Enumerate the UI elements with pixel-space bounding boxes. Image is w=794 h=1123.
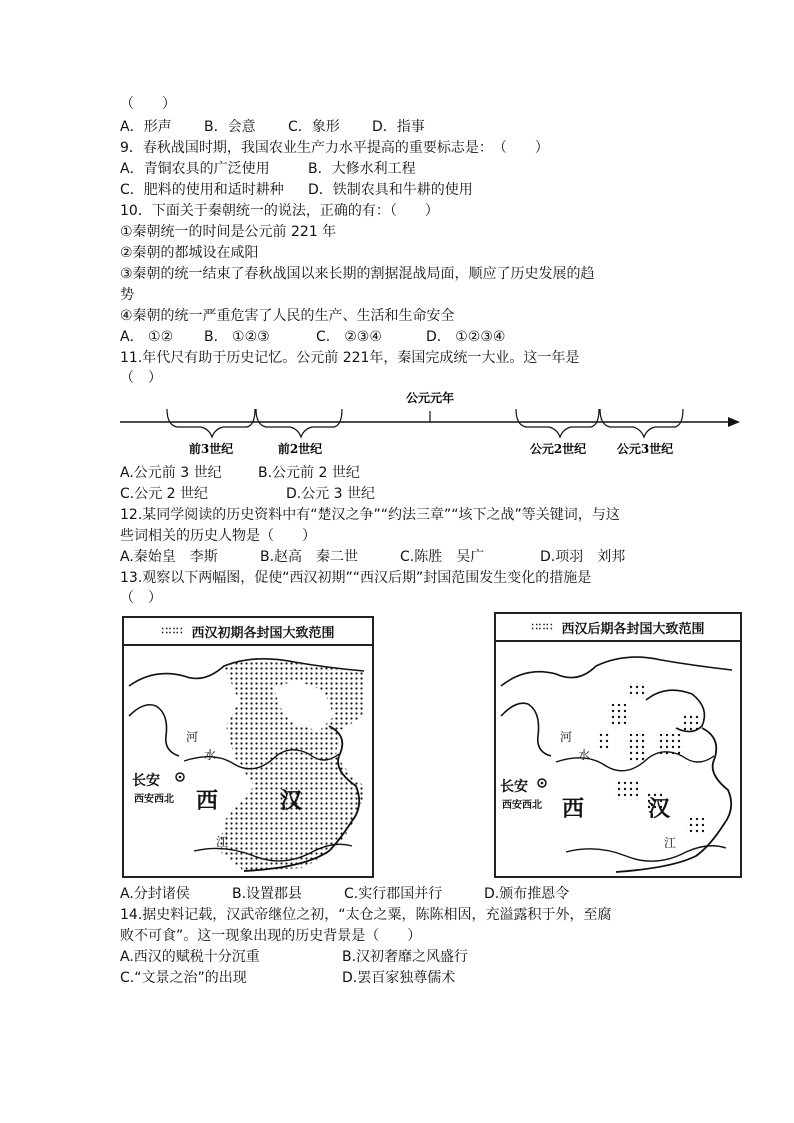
q13-option-d[interactable]: D.颁布推恩令 — [484, 886, 570, 902]
legend-dots-icon: ∷∷∷ — [161, 625, 184, 637]
map-late-kingdom-patch — [686, 818, 704, 834]
map-late-kingdom-patch — [608, 704, 628, 724]
q12-option-b[interactable]: B.赵高 秦二世 — [260, 549, 359, 565]
map-late-drawing — [496, 642, 740, 876]
q10-option-b[interactable]: B． ①②③ — [204, 329, 270, 345]
map-late-kingdom-patch — [596, 730, 610, 750]
map-early-drawing — [124, 646, 372, 876]
timeline — [115, 385, 745, 460]
map-late-capital-label: 长安 — [500, 779, 528, 795]
timeline-arrow-icon — [728, 417, 740, 427]
map-early-western-han — [122, 616, 374, 878]
map-title-late-text: 西汉后期各封国大致范围 — [561, 621, 705, 637]
q14-options-cd — [120, 968, 455, 988]
map-early-label-han: 汉 — [280, 788, 303, 814]
q11-option-d[interactable]: D.公元 3 世纪 — [286, 486, 376, 502]
q10-stem: 10．下面关于秦朝统一的说法，正确的有：（ ） — [120, 203, 439, 219]
map-title-early — [124, 618, 372, 646]
q10-option-a[interactable]: A． ①② — [120, 329, 174, 345]
map-late-kingdom-patch — [614, 780, 638, 800]
q14-option-d[interactable]: D.罢百家独尊儒术 — [342, 970, 456, 986]
map-early-west-coast — [129, 705, 179, 756]
q9-options-cd — [120, 180, 473, 200]
q11-stem: 11.年代尺有助于历史记忆。公元前 221年，秦国完成统一大业。这一年是 — [120, 350, 580, 366]
q13-options — [120, 884, 569, 904]
map-early-capital-sublabel: 西安西北 — [134, 794, 174, 805]
timeline-label-bc3: 前3世纪 — [188, 442, 234, 456]
map-late-north-border — [501, 657, 732, 686]
map-late-label-he: 河 — [560, 730, 573, 744]
map-late-capital-dot-icon — [541, 782, 544, 785]
q12-stem: 12.某同学阅读的历史资料中有“楚汉之争”“约法三章”“垓下之战”等关键词，与这 — [120, 507, 620, 523]
q8-option-b[interactable]: B．会意 — [204, 119, 256, 135]
map-late-label-han: 汉 — [648, 796, 671, 822]
q11-option-b[interactable]: B.公元前 2 世纪 — [258, 465, 360, 481]
legend-dots-icon: ∷∷∷ — [531, 621, 554, 633]
q10-statement-4: ④秦朝的统一严重危害了人民的生产、生活和生命安全 — [120, 308, 455, 324]
q12-option-d[interactable]: D.项羽 刘邦 — [540, 549, 626, 565]
q10-statement-3: ③秦朝的统一结束了春秋战国以来长期的割据混战局面，顺应了历史发展的趋 — [120, 266, 595, 282]
q14-option-b[interactable]: B.汉初奢靡之风盛行 — [342, 949, 469, 965]
map-late-capital-sublabel: 西安西北 — [502, 800, 542, 811]
map-late-river-jiang — [566, 846, 726, 861]
map-late-label-xi: 西 — [562, 796, 585, 822]
q9-options-ab — [120, 159, 416, 179]
q10-statement-2: ②秦朝的都城设在咸阳 — [120, 245, 259, 261]
q8-option-a[interactable]: A．形声 — [120, 119, 172, 135]
q14-options-ab — [120, 947, 468, 967]
map-early-label-he: 河 — [186, 730, 199, 744]
q14-option-a[interactable]: A.西汉的赋税十分沉重 — [120, 949, 260, 965]
q10-option-d[interactable]: D． ①②③④ — [426, 329, 506, 345]
timeline-brace-bc3 — [167, 409, 255, 437]
timeline-label-bc2: 前2世纪 — [277, 442, 323, 456]
q12-option-c[interactable]: C.陈胜 吴广 — [400, 549, 485, 565]
q14-option-c[interactable]: C.“文景之治”的出现 — [120, 970, 247, 986]
q10-options — [120, 327, 505, 347]
map-early-capital-label: 长安 — [132, 773, 160, 789]
q8-option-c[interactable]: C．象形 — [288, 119, 340, 135]
q12-stem-cont: 些词相关的历史人物是（ ） — [120, 528, 316, 544]
q11-bracket: （ ） — [120, 370, 162, 386]
q8-bracket: （ ） — [120, 96, 176, 112]
q13-bracket: （ ） — [120, 590, 162, 606]
map-late-label-jiang: 江 — [664, 836, 677, 850]
map-late-kingdom-patch — [626, 682, 648, 698]
q9-option-b[interactable]: B．大修水利工程 — [308, 161, 416, 177]
q14-stem-cont: 败不可食”。这一现象出现的历史背景是（ ） — [120, 928, 422, 944]
q11-option-c[interactable]: C.公元 2 世纪 — [120, 486, 209, 502]
timeline-brace-ad3 — [600, 409, 683, 437]
q10-option-c[interactable]: C． ②③④ — [316, 329, 382, 345]
q10-statement-3-cont: 势 — [120, 287, 134, 303]
q8-options — [120, 117, 425, 137]
timeline-brace-bc2 — [256, 409, 342, 437]
q12-options — [120, 547, 625, 567]
map-late-kingdom-patch — [628, 734, 646, 764]
map-early-capital-dot-icon — [179, 776, 182, 779]
q11-option-a[interactable]: A.公元前 3 世纪 — [120, 465, 222, 481]
q13-option-c[interactable]: C.实行郡国并行 — [344, 886, 443, 902]
q9-stem: 9．春秋战国时期，我国农业生产力水平提高的重要标志是： （ ） — [120, 140, 549, 156]
map-early-label-shui: 水 — [204, 748, 217, 762]
map-title-late — [496, 614, 740, 642]
q9-option-a[interactable]: A．青铜农具的广泛使用 — [120, 161, 270, 177]
q11-options-cd — [120, 484, 375, 504]
q9-option-d[interactable]: D．铁制农具和牛耕的使用 — [308, 182, 473, 198]
q13-option-b[interactable]: B.设置郡县 — [232, 886, 303, 902]
q12-option-a[interactable]: A.秦始皇 李斯 — [120, 549, 218, 565]
map-title-early-text: 西汉初期各封国大致范围 — [191, 625, 335, 641]
map-early-label-jiang: 江 — [216, 835, 229, 849]
q13-stem: 13.观察以下两幅图，促使“西汉初期”“西汉后期”封国范围发生变化的措施是 — [120, 570, 592, 586]
q14-stem: 14.据史料记载，汉武帝继位之初，“太仓之粟，陈陈相因，充溢露积于外，至腐 — [120, 907, 612, 923]
timeline-label-ad2: 公元2世纪 — [529, 442, 587, 456]
q10-statement-1: ①秦朝统一的时间是公元前 221 年 — [120, 224, 337, 240]
q13-option-a[interactable]: A.分封诸侯 — [120, 886, 190, 902]
timeline-brace-ad2 — [516, 409, 599, 437]
map-early-label-xi: 西 — [196, 788, 219, 814]
timeline-center-label: 公元元年 — [405, 391, 455, 405]
q11-options-ab — [120, 463, 360, 483]
q9-option-c[interactable]: C．肥料的使用和适时耕种 — [120, 182, 284, 198]
q8-option-d[interactable]: D．指事 — [372, 119, 425, 135]
map-late-label-shui: 水 — [578, 748, 591, 762]
timeline-label-ad3: 公元3世纪 — [616, 442, 674, 456]
map-late-western-han — [494, 612, 742, 878]
map-late-west-coast — [501, 703, 551, 756]
